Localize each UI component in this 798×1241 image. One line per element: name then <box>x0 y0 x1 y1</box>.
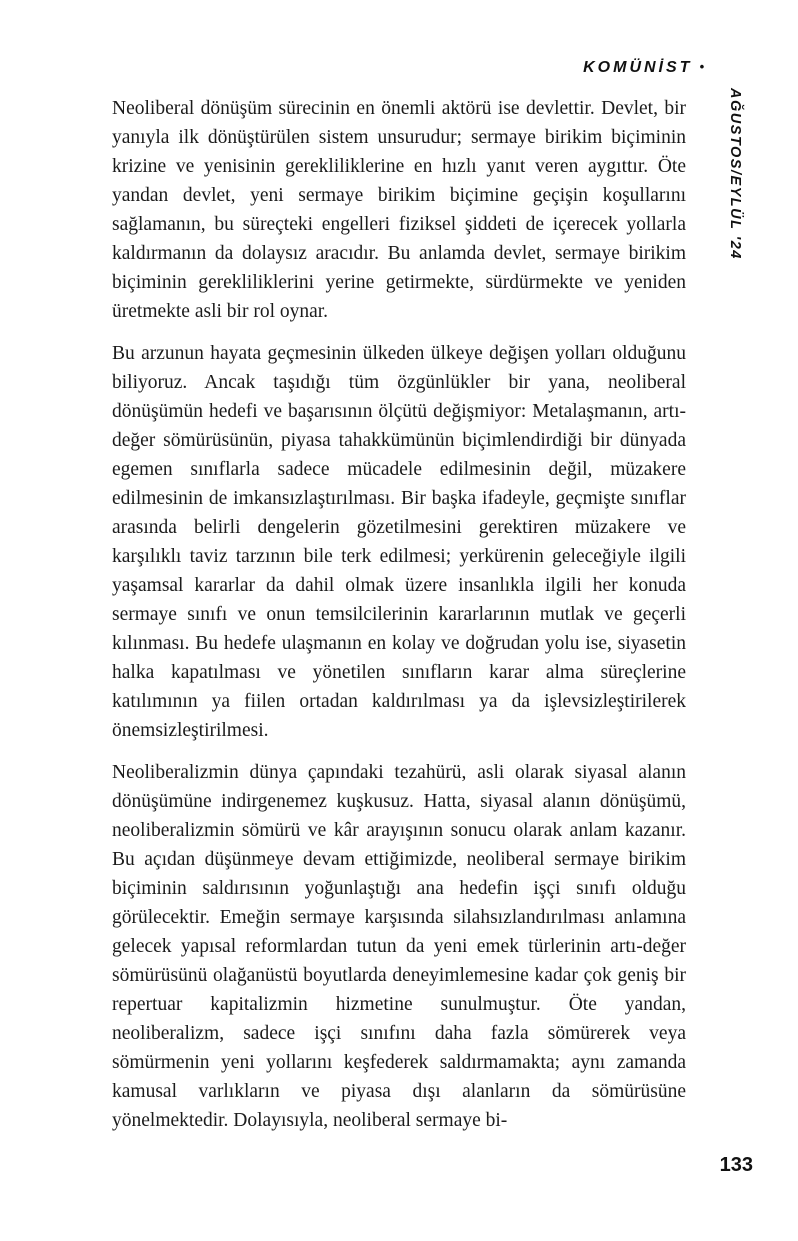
page-number: 133 <box>719 1154 753 1176</box>
paragraph-3: Neoliberalizmin dünya çapındaki tezahürü, asli olarak siyasal alanın dönüşümüne indirgenemez kuşkusuz. Hatta, siyasal alanın dönüşümü, neoliberalizmin sömürü ve kâr arayışının sonucu olarak anlam kazanır. Bu açıdan düşünmeye devam ettiğimizde, neoliberal sermaye birikim biçiminin saldırısının yoğunlaştığı ana hedefin işçi sınıfı olduğu görülecektir. Emeğin sermaye karşısında silahsızlandırılması anlamına gelecek yapısal reformlardan tutun da yeni emek türlerinin artı-değer sömürüsünü olağanüstü boyutlarda deneyimlemesine kadar çok geniş bir repertuar kapitalizmin hizmetine sunulmuştur. Öte yandan, neoliberalizm, sadece işçi sınıfını daha fazla sömürerek veya sömürmenin yeni yollarını keşfederek saldırmamakta; aynı zamanda kamusal varlıkların ve piyasa dışı alanların da sömürüsüne yönelmektedir. Dolayısıyla, neoliberal sermaye bi- <box>112 762 686 1131</box>
paragraph-1: Neoliberal dönüşüm sürecinin en önemli aktörü ise devlettir. Devlet, bir yanıyla ilk dönüştürülen sistem unsurudur; sermaye birikim biçiminin krizine ve yenisinin gerekliliklerine en hızlı yanıt veren aygıttır. Öte yandan devlet, yeni sermaye birikim biçimine geçişin koşullarını sağlamanın, bu süreçteki engelleri fiziksel şiddeti de içerecek yollarla kaldırmanın da dolaysız aracıdır. Bu anlamda devlet, sermaye birikim biçiminin gerekliliklerini yerine getirmekte, sürdürmekte ve yeniden üretmekte asli bir rol oynar. <box>112 98 686 322</box>
issue-date-vertical: AĞUSTOS/EYLÜL '24 <box>727 88 743 260</box>
body-text <box>112 94 686 1148</box>
journal-title: KOMÜNİST <box>583 59 693 76</box>
running-head <box>583 59 704 77</box>
paragraph-2: Bu arzunun hayata geçmesinin ülkeden ülkeye değişen yolları olduğunu biliyoruz. Ancak taşıdığı tüm özgünlükler bir yana, neoliberal dönüşümün hedefi ve başarısının ölçütü değişmiyor: Metalaşmanın, artı-değer sömürüsünün, piyasa tahakkümünün biçimlendirdiği bir dünyada egemen sınıflarla sadece mücadele edilmesinin değil, müzakere edilmesinin de imkansızlaştırılması. Bir başka ifadeyle, geçmişte sınıflar arasında belirli dengelerin gözetilmesini gerektiren müzakere ve karşılıklı taviz tarzının bile terk edilmesi; yerkürenin geleceğiyle ilgili yaşamsal kararlar da dahil olmak üzere insanlıkla ilgili her konuda sermaye sınıfı ve onun temsilcilerinin kararlarının mutlak ve geçerli kılınması. Bu hedefe ulaşmanın en kolay ve doğrudan yolu ise, siyasetin halka kapatılması ve yönetilen sınıfların karar alma süreçlerine katılımının ya fiilen ortadan kaldırılması ya da işlevsizleştirilerek önemsizleştirilmesi. <box>112 343 686 741</box>
journal-title-bullet: • <box>699 59 704 74</box>
